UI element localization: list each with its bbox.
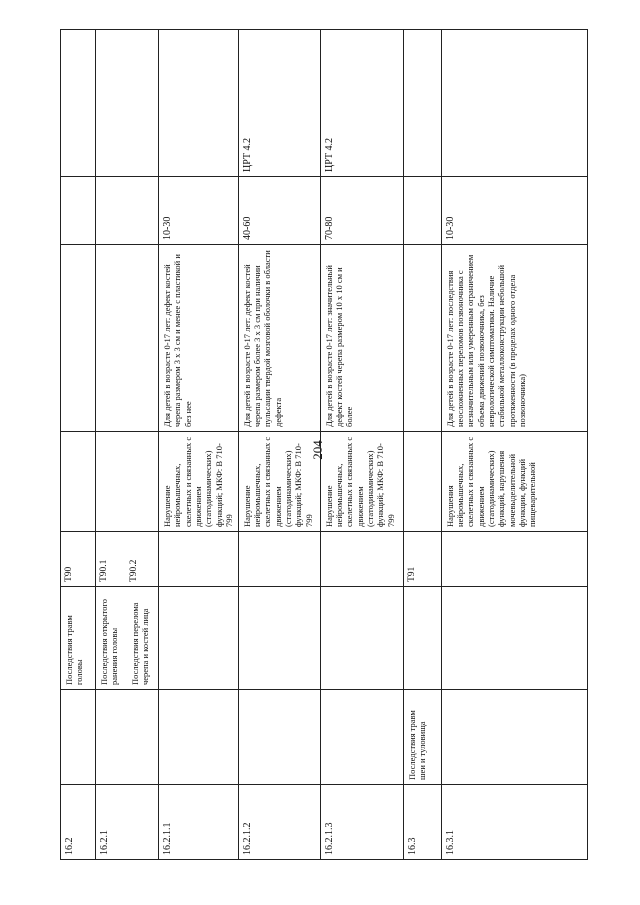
row-number: 16.2 [61, 785, 96, 860]
mkb-code [238, 532, 320, 587]
row-number: 16.2.1.3 [320, 785, 403, 860]
table-row [96, 30, 159, 860]
mkb-cell [96, 532, 159, 587]
condition-name [238, 587, 320, 690]
mkb-code [441, 532, 587, 587]
row-number: 16.2.1.2 [238, 785, 320, 860]
impairment [61, 432, 96, 532]
classification-table [60, 29, 588, 860]
criteria: Для детей в возрасте 0-17 лет: дефект костей черепа размером 3 х 3 см и менее с пластикой и без нее [159, 245, 239, 432]
criteria [61, 245, 96, 432]
percent: 10-30 [441, 177, 587, 245]
impairment [403, 432, 441, 532]
condition-name [403, 587, 441, 690]
percent [96, 177, 159, 245]
percent [403, 177, 441, 245]
percent: 10-30 [159, 177, 239, 245]
table-row [61, 30, 96, 860]
group-name [61, 690, 96, 785]
reference [61, 30, 96, 177]
row-number: 16.3 [403, 785, 441, 860]
impairment: Нарушение нейромышечных, скелетных и связанных с движением (статодинамических) функций; МКФ: В 710-799 [159, 432, 239, 532]
table-row [403, 30, 441, 860]
row-number: 16.2.1 [96, 785, 159, 860]
reference [159, 30, 239, 177]
reference [403, 30, 441, 177]
mkb-code: T90 [61, 532, 96, 587]
impairment: Нарушение нейромышечных, скелетных и связанных с движением (статодинамических) функций; МКФ: В 710-799 [320, 432, 403, 532]
reference [96, 30, 159, 177]
reference [441, 30, 587, 177]
impairment [96, 432, 159, 532]
table-row [441, 30, 587, 860]
impairment: Нарушение нейромышечных, скелетных и связанных с движением (статодинамических) функций; МКФ: В 710-799 [238, 432, 320, 532]
table-row [159, 30, 239, 860]
mkb-code-secondary: T90.2 [128, 559, 139, 582]
condition-name [159, 587, 239, 690]
mkb-code [159, 532, 239, 587]
criteria [96, 245, 159, 432]
percent: 70-80 [320, 177, 403, 245]
criteria [403, 245, 441, 432]
row-number: 16.2.1.1 [159, 785, 239, 860]
mkb-code: T91 [403, 532, 441, 587]
reference: ЦРТ 4.2 [320, 30, 403, 177]
table-row [320, 30, 403, 860]
percent: 40-60 [238, 177, 320, 245]
table-row [238, 30, 320, 860]
group-name [320, 690, 403, 785]
group-name [441, 690, 587, 785]
mkb-code [320, 532, 403, 587]
condition-cell [96, 587, 159, 690]
condition-name: Последствия открытого ранения головы [99, 598, 120, 685]
condition-name-secondary: Последствия перелома черепа и костей лица [129, 602, 151, 685]
group-name [96, 690, 159, 785]
group-name: Последствия травм шеи и туловища [403, 690, 441, 785]
criteria: Для детей в возрасте 0-17 лет: дефект костей черепа размером более 3 х 3 см при наличии пульсации твердой мозговой оболочки в области дефекта [238, 245, 320, 432]
criteria: Для детей в возрасте 0-17 лет: значительный дефект костей черепа размером 10 х 10 см и более [320, 245, 403, 432]
criteria: Для детей в возрасте 0-17 лет: последствия неосложненных переломов позвоночника с незначительным или умеренным ограничением объема движений позвоночника, без неврологической симптоматики. Наличие стабильной металлоконструкции небольшой протяженности (в пределах одного отдела позвоночника) [441, 245, 587, 432]
condition-name [441, 587, 587, 690]
rotated-table-container [60, 30, 585, 860]
group-name [159, 690, 239, 785]
condition-name [320, 587, 403, 690]
impairment: Нарушения нейромышечных, скелетных и связанных с движением (статодинамических) функций, нарушения мочевыделительной функции, функций пищеварительной [441, 432, 587, 532]
condition-name: Последствия травм головы [61, 587, 96, 690]
reference: ЦРТ 4.2 [238, 30, 320, 177]
page-number: 204 [310, 440, 325, 460]
mkb-code: T90.1 [99, 559, 109, 582]
percent [61, 177, 96, 245]
group-name [238, 690, 320, 785]
row-number: 16.3.1 [441, 785, 587, 860]
